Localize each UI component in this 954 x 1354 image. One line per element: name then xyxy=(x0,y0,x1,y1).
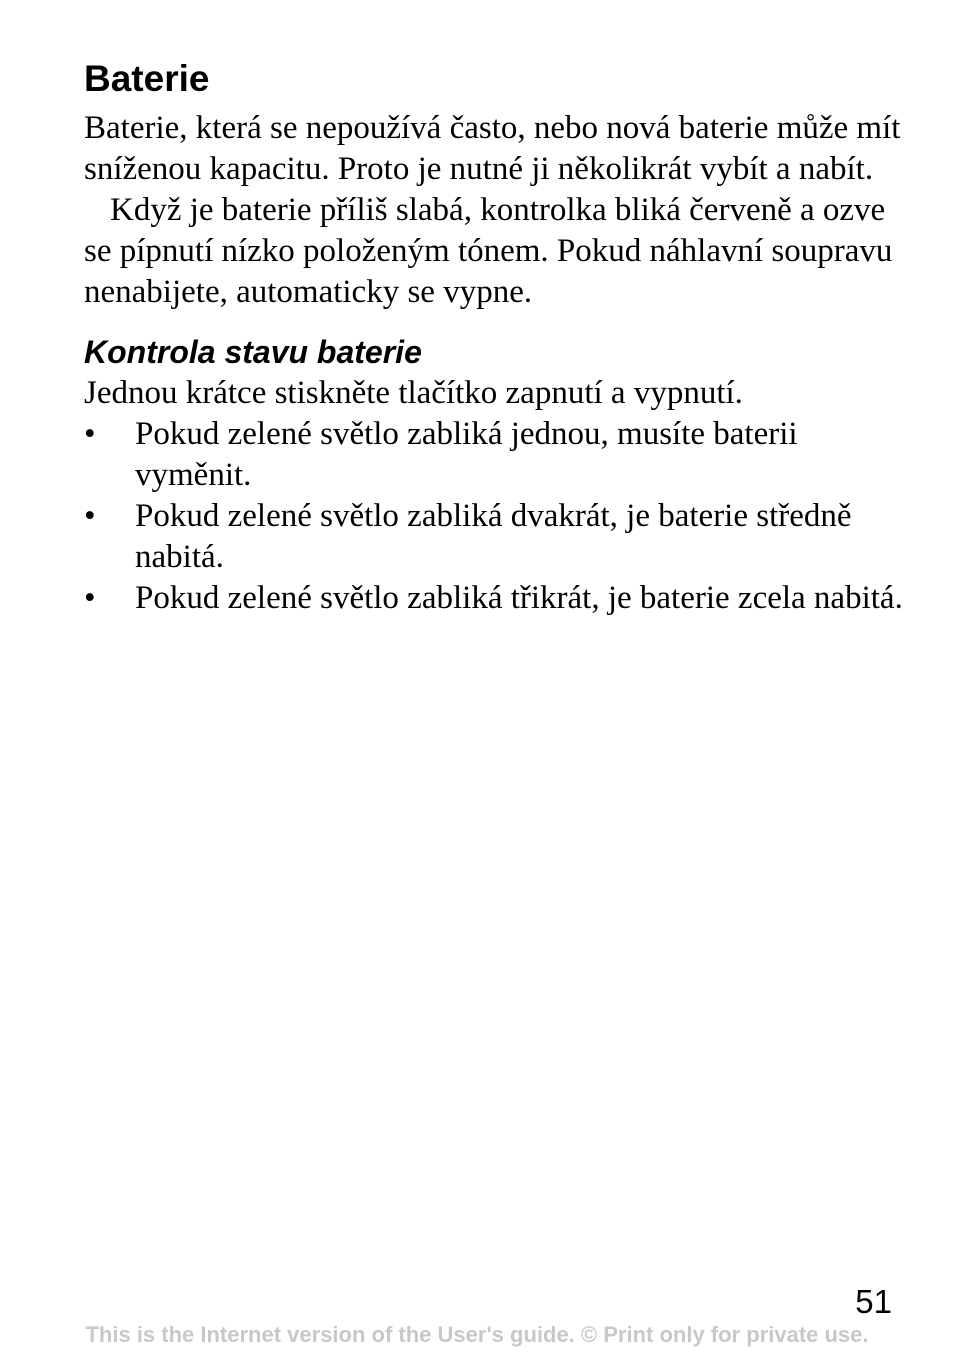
subsection-title: Kontrola stavu baterie xyxy=(84,334,422,370)
bullet-list xyxy=(84,414,904,619)
page-content xyxy=(84,56,904,619)
page-number: 51 xyxy=(855,1283,892,1320)
list-item xyxy=(84,414,904,496)
bullet-icon: • xyxy=(84,416,96,452)
section-title: Baterie xyxy=(84,58,210,99)
footer-note: This is the Internet version of the User's guide. © Print only for private use. xyxy=(85,1322,869,1347)
list-item-text: Pokud zelené světlo zabliká dvakrát, je baterie středně nabitá. xyxy=(135,498,852,575)
list-item xyxy=(84,578,904,619)
list-item-text: Pokud zelené světlo zabliká třikrát, je baterie zcela nabitá. xyxy=(135,580,903,616)
subsection-intro: Jednou krátce stiskněte tlačítko zapnutí a vypnutí. xyxy=(84,375,743,411)
body-paragraph-1: Baterie, která se nepoužívá často, nebo nová baterie může mít sníženou kapacitu. Proto je nutné ji několikrát vybít a nabít. xyxy=(84,110,901,187)
body-paragraph-2: Když je baterie příliš slabá, kontrolka bliká červeně a ozve se pípnutí nízko položeným tónem. Pokud náhlavní soupravu nenabijete, automaticky se vypne. xyxy=(84,192,893,310)
bullet-icon: • xyxy=(84,580,96,616)
list-item-text: Pokud zelené světlo zabliká jednou, musíte baterii vyměnit. xyxy=(135,416,798,493)
list-item xyxy=(84,496,904,578)
bullet-icon: • xyxy=(84,498,96,534)
